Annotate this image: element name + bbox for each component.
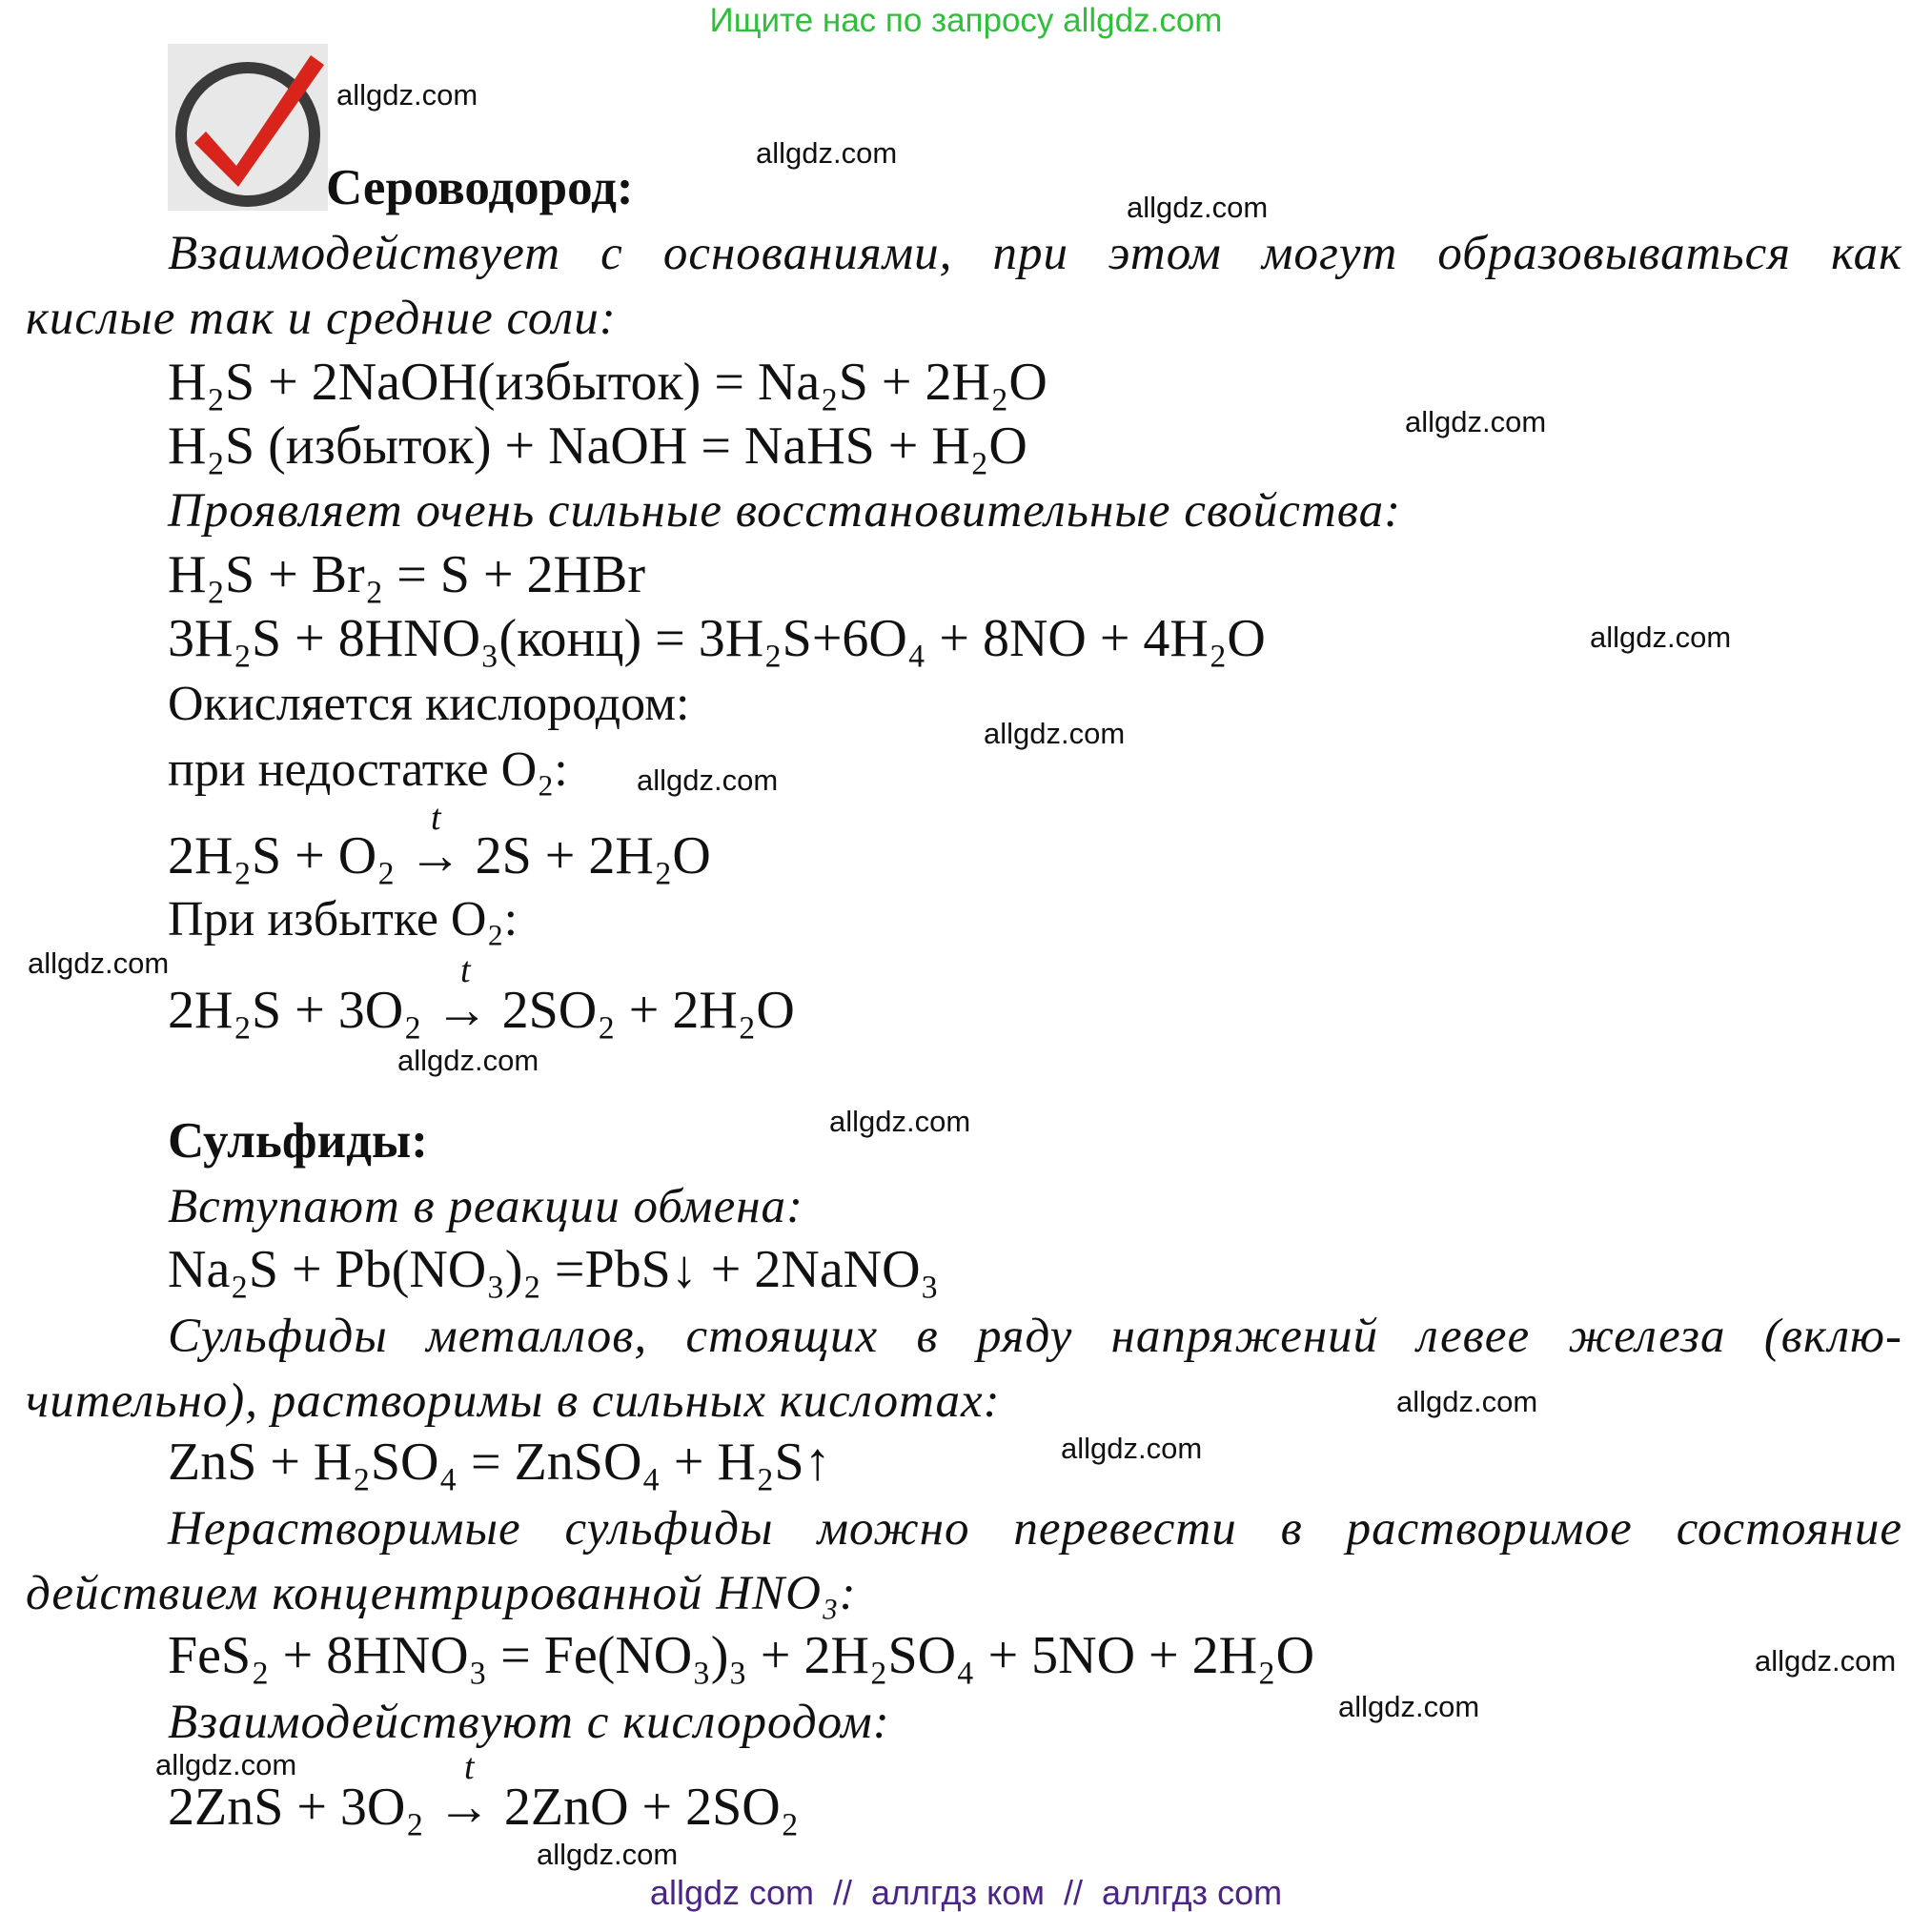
arrow-label-t-3: t [464, 1747, 475, 1787]
watermark-3: allgdz.com [1127, 191, 1269, 224]
paragraph-insoluble-line2: действием концентрированной HNO₃: [26, 1567, 857, 1620]
watermark-15: allgdz.com [155, 1748, 297, 1781]
watermark-2: allgdz.com [756, 136, 898, 170]
paragraph-o2-deficit: при недостатке O₂: [168, 742, 568, 797]
arrow-icon: → [435, 981, 502, 1040]
paragraph-insoluble-line1: Нерастворимые сульфиды можно перевести в растворимое состояние [168, 1502, 1902, 1556]
equation-h2s-o2-deficit [168, 825, 711, 886]
arrow-icon: → [408, 826, 476, 885]
paragraph-exchange: Вступают в реакции обмена: [168, 1180, 803, 1233]
watermark-4: allgdz.com [1405, 405, 1547, 438]
footer-watermark: allgdz com // аллгдз ком // аллгдз com [649, 1873, 1283, 1912]
top-banner: Ищите нас по запросу allgdz.com [709, 2, 1223, 39]
watermark-13: allgdz.com [1755, 1644, 1897, 1678]
equation-zns-h2so4: ZnS + H₂SO₄ = ZnSO₄ + H₂S↑ [168, 1433, 831, 1492]
watermark-12: allgdz.com [1061, 1432, 1203, 1465]
equation-fes2-hno3: FeS₂ + 8HNO₃ = Fe(NO₃)₃ + 2H₂SO₄ + 5NO + 2H₂O [168, 1626, 1315, 1685]
equation-right: 2SO₂ + 2H₂O [501, 981, 795, 1040]
equation-right: 2S + 2H₂O [475, 826, 711, 885]
checkmark-icon [168, 44, 328, 211]
paragraph-bases-line2: кислые так и средние соли: [26, 292, 617, 345]
equation-h2s-o2-excess [168, 980, 795, 1041]
watermark-9: allgdz.com [397, 1044, 539, 1077]
paragraph-oxidation: Окисляется кислородом: [168, 677, 690, 731]
watermark-11: allgdz.com [1396, 1385, 1538, 1418]
equation-zns-o2 [168, 1777, 799, 1838]
equation-h2s-naoh-excess: H₂S + 2NaOH(избыток) = Na₂S + 2H₂O [168, 353, 1047, 412]
equation-left: 2ZnS + 3O₂ [168, 1778, 424, 1837]
checkmark-logo [168, 44, 328, 211]
equation-left: 2H₂S + 3O₂ [168, 981, 422, 1040]
watermark-8: allgdz.com [28, 946, 170, 980]
watermark-7: allgdz.com [637, 763, 779, 797]
equation-na2s-pbno3: Na₂S + Pb(NO₃)₂ =PbS↓ + 2NaNO₃ [168, 1240, 940, 1299]
paragraph-metal-sulfides-line2: чительно), растворимы в сильных кислотах: [26, 1374, 1001, 1428]
watermark-10: allgdz.com [829, 1105, 971, 1138]
equation-right: 2ZnO + 2SO₂ [503, 1778, 800, 1837]
section-title-hydrogen-sulfide: Сероводород: [326, 160, 634, 215]
equation-h2s-excess-naoh: H₂S (избыток) + NaOH = NaHS + H₂O [168, 417, 1027, 476]
arrow-icon: → [437, 1778, 504, 1837]
paragraph-metal-sulfides-line1: Сульфиды металлов, стоящих в ряду напряжений левее железа (вклю- [168, 1310, 1902, 1363]
watermark-16: allgdz.com [537, 1838, 679, 1871]
paragraph-o2-excess: При избытке O₂: [168, 892, 519, 946]
section-title-sulfides: Сульфиды: [168, 1113, 428, 1169]
paragraph-reducing: Проявляет очень сильные восстановительные свойства: [168, 484, 1402, 538]
arrow-label-t-1: t [431, 798, 441, 838]
arrow-label-t-2: t [460, 950, 471, 990]
paragraph-oxygen-reaction: Взаимодействуют с кислородом: [168, 1696, 890, 1749]
watermark-6: allgdz.com [984, 717, 1126, 750]
equation-h2s-br2: H₂S + Br₂ = S + 2HBr [168, 545, 645, 604]
watermark-14: allgdz.com [1338, 1690, 1480, 1723]
watermark-5: allgdz.com [1590, 620, 1732, 654]
watermark-1: allgdz.com [336, 78, 478, 112]
equation-left: 2H₂S + O₂ [168, 826, 396, 885]
paragraph-bases-line1: Взаимодействует с основаниями, при этом могут образовываться как [168, 227, 1902, 280]
equation-h2s-hno3: 3H₂S + 8HNO₃(конц) = 3H₂S+6O₄ + 8NO + 4H₂O [168, 609, 1266, 668]
